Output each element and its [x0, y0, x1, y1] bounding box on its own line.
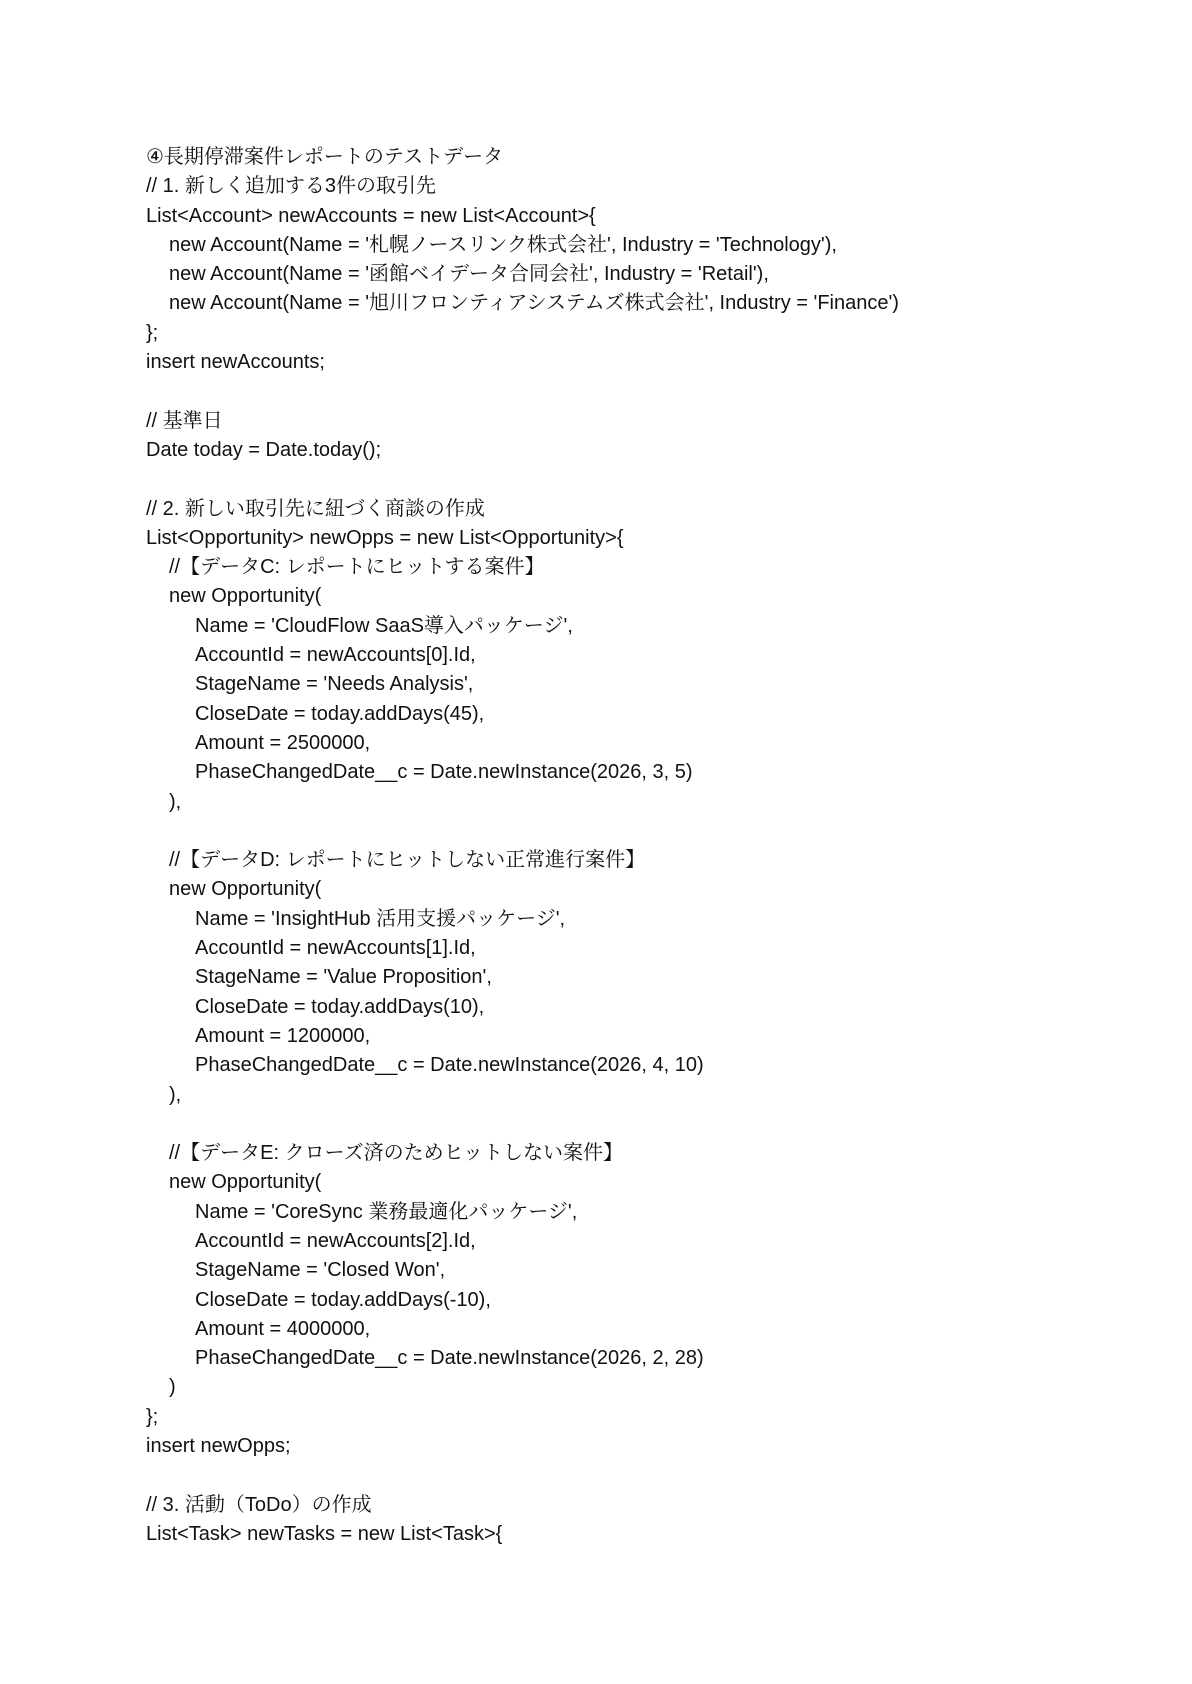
blank-line — [146, 465, 1146, 494]
code-line: PhaseChangedDate__c = Date.newInstance(2026, 3, 5) — [195, 761, 693, 784]
code-line: ) — [169, 1376, 176, 1399]
code-line: new Opportunity( — [169, 585, 322, 608]
code-line: //【データD: レポートにヒットしない正常進行案件】 — [169, 849, 646, 872]
blank-line — [146, 1110, 1146, 1139]
code-line: CloseDate = today.addDays(10), — [195, 995, 485, 1018]
code-line: }; — [146, 321, 159, 344]
code-line: // 3. 活動（ToDo）の作成 — [146, 1493, 372, 1516]
code-line: //【データE: クローズ済のためヒットしない案件】 — [169, 1142, 623, 1165]
code-line: new Opportunity( — [169, 1171, 322, 1194]
code-line: Name = 'CoreSync 業務最適化パッケージ', — [195, 1200, 578, 1223]
code-line: StageName = 'Value Proposition', — [195, 966, 492, 989]
code-line: // 基準日 — [146, 409, 223, 432]
code-line: List<Task> newTasks = new List<Task>{ — [146, 1522, 503, 1545]
code-line: CloseDate = today.addDays(-10), — [195, 1288, 491, 1311]
code-line: insert newAccounts; — [146, 351, 325, 374]
code-line: new Account(Name = '旭川フロンティアシステムズ株式会社', Industry = 'Finance') — [169, 292, 899, 315]
code-line: AccountId = newAccounts[1].Id, — [195, 937, 476, 960]
code-line: Amount = 4000000, — [195, 1317, 371, 1340]
code-line: new Account(Name = '函館ベイデータ合同会社', Industry = 'Retail'), — [169, 263, 769, 286]
code-line: Name = 'InsightHub 活用支援パッケージ', — [195, 907, 566, 930]
code-line: }; — [146, 1405, 159, 1428]
blank-line — [146, 1461, 1146, 1490]
code-line: // 2. 新しい取引先に紐づく商談の作成 — [146, 497, 485, 520]
code-line: ), — [169, 790, 182, 813]
code-line: StageName = 'Closed Won', — [195, 1259, 446, 1282]
code-line: new Account(Name = '札幌ノースリンク株式会社', Industry = 'Technology'), — [169, 233, 837, 256]
code-line: List<Account> newAccounts = new List<Account>{ — [146, 204, 596, 227]
code-line: List<Opportunity> newOpps = new List<Opportunity>{ — [146, 526, 624, 549]
code-line: StageName = 'Needs Analysis', — [195, 673, 474, 696]
code-line: Amount = 1200000, — [195, 1024, 371, 1047]
blank-line — [146, 377, 1146, 406]
code-line: AccountId = newAccounts[0].Id, — [195, 644, 476, 667]
blank-line — [146, 817, 1146, 846]
code-line: new Opportunity( — [169, 878, 322, 901]
document-heading: ④長期停滞案件レポートのテストデータ — [146, 146, 504, 168]
code-line: AccountId = newAccounts[2].Id, — [195, 1229, 476, 1252]
code-line: CloseDate = today.addDays(45), — [195, 702, 485, 725]
code-line: // 1. 新しく追加する3件の取引先 — [146, 175, 437, 198]
code-line: PhaseChangedDate__c = Date.newInstance(2026, 2, 28) — [195, 1347, 704, 1370]
code-line: ), — [169, 1083, 182, 1106]
code-line: Date today = Date.today(); — [146, 438, 382, 461]
code-line: Name = 'CloudFlow SaaS導入パッケージ', — [195, 614, 573, 637]
document-body — [146, 143, 1146, 1549]
code-line: PhaseChangedDate__c = Date.newInstance(2026, 4, 10) — [195, 1054, 704, 1077]
code-line: Amount = 2500000, — [195, 731, 371, 754]
code-line: //【データC: レポートにヒットする案件】 — [169, 556, 545, 579]
code-line: insert newOpps; — [146, 1435, 291, 1458]
